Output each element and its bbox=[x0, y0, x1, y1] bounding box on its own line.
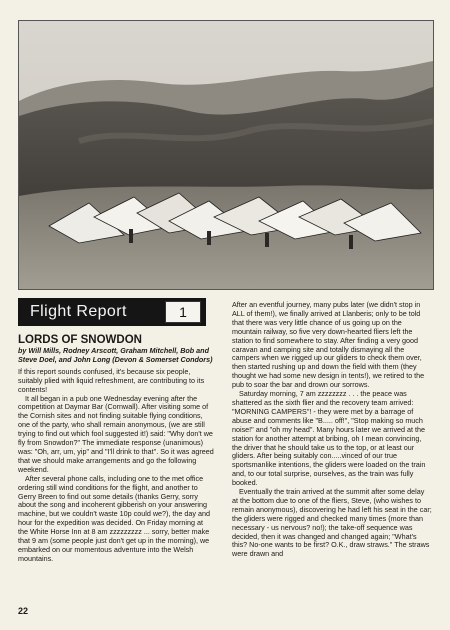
body-paragraph: It all began in a pub one Wednesday evening after the competition at Daymar Bar (Cornwall). After visiting some of the Cornish sites and not finding suitable flying conditions, one of the party, who shall remain anonymous, (we are still trying to find out which fool suggested it!) said: "Why don't we fly from Snowdon?" The immediate response (unanimous) was: "Oh, arr, um, yip" and "I'll drink to that". So it was agreed that we should make arrangements and go the following weekend. bbox=[18, 393, 214, 474]
body-paragraph: If this report sounds confused, it's because six people, suitably plied with liquid refreshment, are contributing to its contents! bbox=[18, 366, 205, 394]
article-headline: LORDS OF SNOWDON bbox=[18, 334, 142, 346]
flight-report-banner bbox=[18, 298, 206, 326]
article-byline: by Will Mills, Rodney Arscott, Graham Mitchell, Bob and Steve Doel, and John Long (Devon & Somerset Condors) bbox=[18, 346, 213, 364]
right-column bbox=[232, 301, 432, 559]
body-paragraph: After an eventful journey, many pubs later (we didn't stop in ALL of them!), we finally arrived at Llanberis; only to be told that there was very little chance of us going up on the mountain railway, so five very down-hearted fliers left the station to find somewhere to stay. After finding a very good caravan and camping site and totally dismaying all the campers when we rigged up our gliders to check them over, then started rushing up and down the field with them (they thought we had some new design in tents!), we retired to the pub to soar the bar and drown our sorrows. bbox=[232, 300, 425, 390]
body-paragraph: Eventually the train arrived at the summit after some delay at the bottom due to one of the fliers, Steve, (who wishes to remain anonymous), discovering he had left his seat in the car; the gliders were rigged and checked many times (more than necessary - us nervous? no!); the take-off sequence was decided, then it was changed and changed again; "What's this? No-one wants to be first? O.K., draw straws." The straws were drawn and bbox=[232, 487, 432, 559]
hang-gliders-on-hillside-photo-icon bbox=[19, 21, 433, 289]
hang-gliders-photo bbox=[18, 20, 434, 290]
body-paragraph: After several phone calls, including one to the met office ordering still wind conditions for the flight, and another to Gerry Breen to find out some details (thanks Gerry, sorry about the song and incoherent gibberish on your answering machine, but we couldn't waste 10p could we?), the day and hour for the expedition was decided. On Friday morning at the White Horse Inn at 8 am zzzzzzzzz ... sorry, better make that 9 am (some people just don't get up in the morning), we embarked on our momentous adventure into the Welsh mountains. bbox=[18, 473, 210, 563]
page-number: 22 bbox=[18, 606, 29, 616]
body-paragraph: Saturday morning, 7 am zzzzzzzz . . . the peace was shattered as the sixth flier and the recovery team arrived: "MORNING CAMPERS"! - they were met by a barrage of abuse and comments like "B..... off!", "Stop making so much noise!" and "oh my head". Many hours later we arrived at the station for another attempt at bribing, oh I mean convincing, the driver that he should take us to the top, or at least our gliders. After being suitably con.....vinced of our true sportsmanlike intentions, the gliders were loaded on the train and, to our total surprise, ourselves, as the train was fully booked. bbox=[232, 389, 426, 488]
left-column bbox=[18, 334, 214, 564]
banner-title: Flight Report bbox=[30, 303, 127, 320]
report-number: 1 bbox=[165, 301, 201, 323]
